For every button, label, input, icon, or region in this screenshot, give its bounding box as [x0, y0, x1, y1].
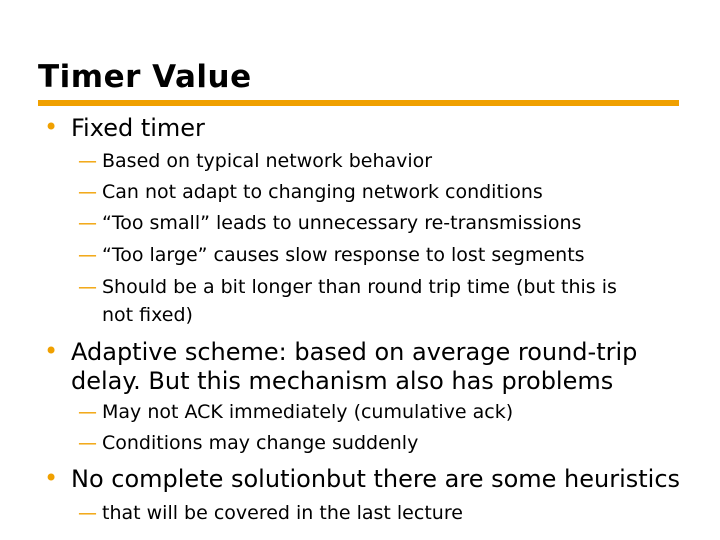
sub-bullet-text: that will be covered in the last lecture	[102, 502, 463, 524]
bullet-text: No complete solutionbut there are some heuristics	[71, 465, 681, 493]
bullet-text: Adaptive scheme: based on average round-trip	[71, 338, 638, 366]
dash-icon: —	[78, 212, 97, 234]
dash-icon: —	[78, 401, 97, 423]
dash-icon: —	[78, 150, 97, 172]
dash-icon: —	[78, 181, 97, 203]
bullet-dot-icon: •	[44, 464, 59, 492]
slide-title: Timer Value	[38, 59, 252, 95]
sub-bullet-text: Based on typical network behavior	[102, 150, 433, 172]
dash-icon: —	[78, 244, 97, 266]
sub-bullet-text: May not ACK immediately (cumulative ack)	[102, 401, 514, 423]
bullet-dot-icon: •	[44, 337, 59, 365]
dash-icon: —	[78, 432, 97, 454]
sub-bullet-text: Can not adapt to changing network conditions	[102, 181, 543, 203]
bullet-text: Fixed timer	[71, 114, 205, 142]
sub-bullet-text: Should be a bit longer than round trip time (but this is	[102, 276, 617, 298]
title-underline	[38, 100, 679, 106]
sub-bullet-text: not fixed)	[102, 304, 193, 326]
bullet-text: delay. But this mechanism also has problems	[71, 367, 614, 395]
sub-bullet-text: “Too large” causes slow response to lost segments	[102, 244, 585, 266]
dash-icon: —	[78, 502, 97, 524]
bullet-dot-icon: •	[44, 113, 59, 141]
dash-icon: —	[78, 276, 97, 298]
sub-bullet-text: Conditions may change suddenly	[102, 432, 419, 454]
sub-bullet-text: “Too small” leads to unnecessary re-transmissions	[102, 212, 582, 234]
